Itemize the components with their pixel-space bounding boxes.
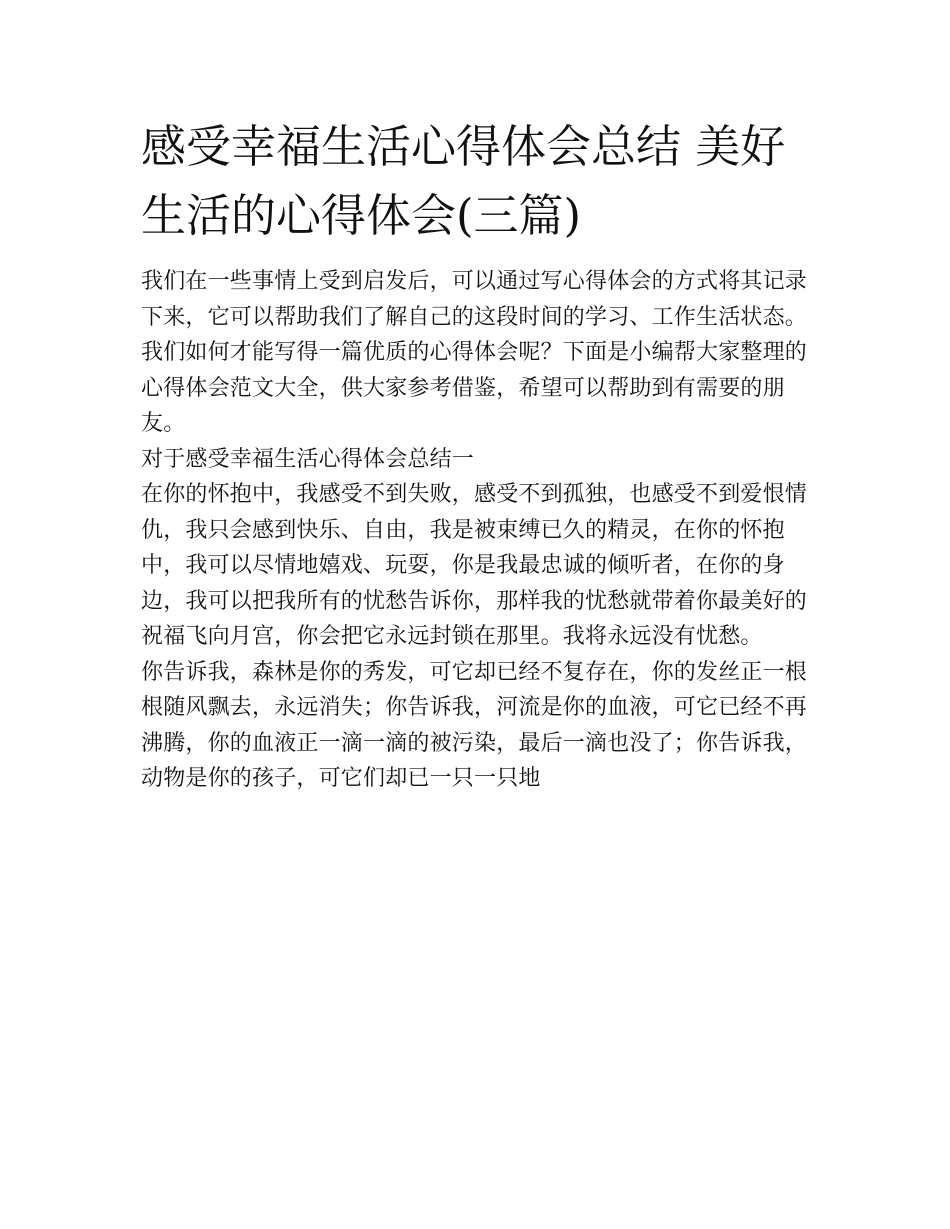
body-paragraph-1: 在你的怀抱中，我感受不到失败，感受不到孤独，也感受不到爱恨情仇，我只会感到快乐、自由，我是被束缚已久的精灵，在你的怀抱中，我可以尽情地嬉戏、玩耍，你是我最忠诚的倾听者，在你的身边，我可以把我所有的忧愁告诉你，那样我的忧愁就带着你最美好的祝福飞向月宫，你会把它永远封锁在那里。我将永远没有忧愁。 [141,482,808,649]
intro-paragraph: 我们在一些事情上受到启发后，可以通过写心得体会的方式将其记录下来，它可以帮助我们了解自己的这段时间的学习、工作生活状态。我们如何才能写得一篇优质的心得体会呢？下面是小编帮大家整理的心得体会范文大全，供大家参考借鉴，希望可以帮助到有需要的朋友。 [141,269,808,436]
document-page [141,112,813,797]
document-title: 感受幸福生活心得体会总结 美好生活的心得体会(三篇) [141,120,786,242]
section-heading: 对于感受幸福生活心得体会总结一 [141,446,475,472]
body-paragraph-2: 你告诉我，森林是你的秀发，可它却已经不复存在，你的发丝正一根根随风飘去，永远消失；你告诉我，河流是你的血液，可它已经不再沸腾，你的血液正一滴一滴的被污染，最后一滴也没了；你告诉我，动物是你的孩子，可它们却已一只一只地 [141,659,808,791]
